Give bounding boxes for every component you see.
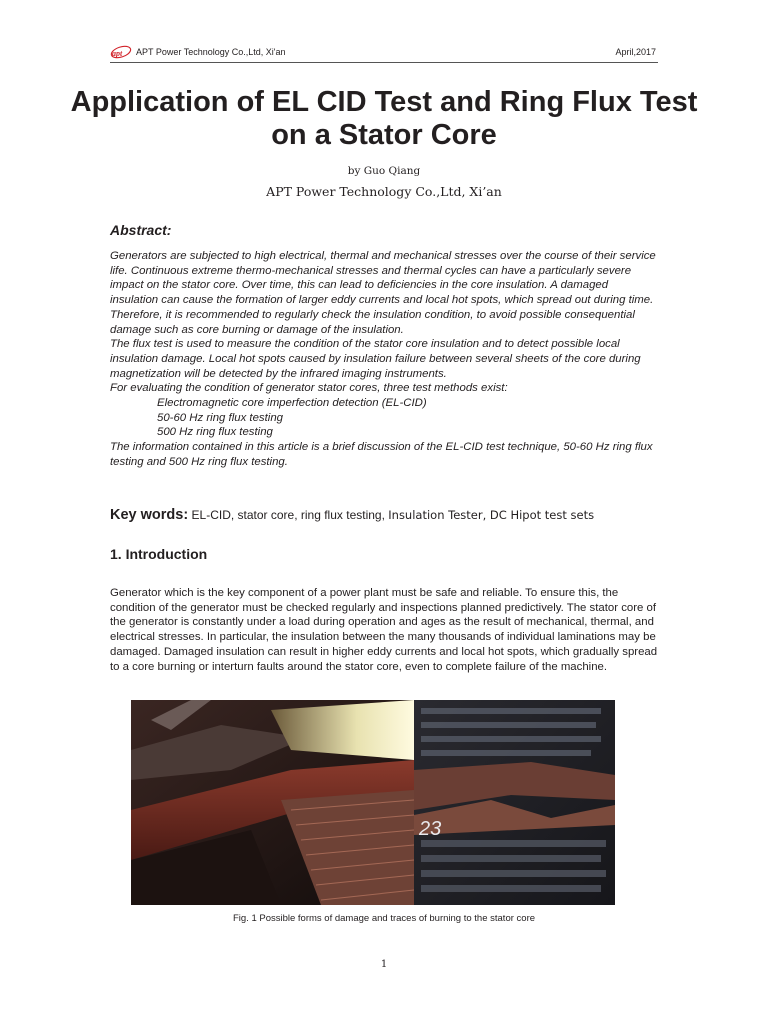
header-date: April,2017 (615, 47, 656, 57)
abstract-body (110, 249, 658, 470)
method-item: 50-60 Hz ring flux testing (157, 411, 283, 424)
method-item: Electromagnetic core imperfection detection (EL-CID) (157, 397, 427, 410)
abstract-paragraph: For evaluating the condition of generator stator cores, three test methods exist: (110, 382, 508, 395)
stator-damage-photo (131, 700, 615, 905)
page-number: 1 (380, 959, 388, 970)
photo-label: 23 (419, 818, 442, 840)
svg-text:apt: apt (112, 49, 123, 58)
abstract-heading: Abstract: (110, 222, 172, 238)
abstract-closing: The information contained in this article is a brief discussion of the EL-CID test technique, 50-60 Hz ring flux testing and 500 Hz ring flux testing. (110, 441, 653, 468)
page-header (110, 44, 658, 63)
intro-paragraph: Generator which is the key component of a power plant must be safe and reliable. To ensure this, the condition of the generator must be checked regularly and inspections planned predictively. The stator core of the generator is constantly under a load during operation and ages as the result of mechanical, thermal, and electrical stresses. In particular, the insulation between the many thousands of individual laminations may be damaged. Damaged insulation can result in higher eddy currents and local hot spots, which gradually spread to a core burning or interturn faults around the stator core, even to complete failure of the machine. (110, 587, 658, 673)
abstract-paragraph: Generators are subjected to high electrical, thermal and mechanical stresses over the course of their service life. Continuous extreme thermo-mechanical stresses and thermal cycles can have a particularly severe impact on the stator core. Over time, this can lead to deficiencies in the core insulation. A damaged insulation can cause the formation of larger eddy currents and local hot spots, which spread out during time. (110, 250, 656, 307)
header-company: APT Power Technology Co.,Ltd, Xi'an (136, 47, 286, 57)
author-affiliation: APT Power Technology Co.,Ltd, Xi’an (266, 184, 502, 199)
keywords (110, 507, 670, 523)
method-item: 500 Hz ring flux testing (157, 426, 273, 439)
keywords-label: Key words: (110, 507, 189, 523)
abstract-paragraph: The flux test is used to measure the condition of the stator core insulation and to detect possible local insulation damage. Local hot spots caused by insulation failure between several sheets of the core during magnetization will be detected by the infrared imaging instruments. (110, 338, 641, 380)
keywords-text: EL-CID, stator core, ring flux testing, (191, 508, 385, 522)
keywords-text-alt: Insulation Tester, DC Hipot test sets (388, 508, 595, 522)
figure-caption: Fig. 1 Possible forms of damage and traces of burning to the stator core (232, 913, 536, 924)
intro-heading: 1. Introduction (110, 546, 208, 562)
abstract-paragraph: Therefore, it is recommended to regularly check the insulation condition, to avoid possible consequential damage such as core burning or damage of the insulation. (110, 308, 635, 336)
author-byline: by Guo Qiang (347, 165, 421, 177)
document-title: Application of EL CID Test and Ring Flux Test on a Stator Core (70, 86, 698, 151)
photo-illustration (131, 700, 615, 905)
company-logo (110, 45, 132, 59)
